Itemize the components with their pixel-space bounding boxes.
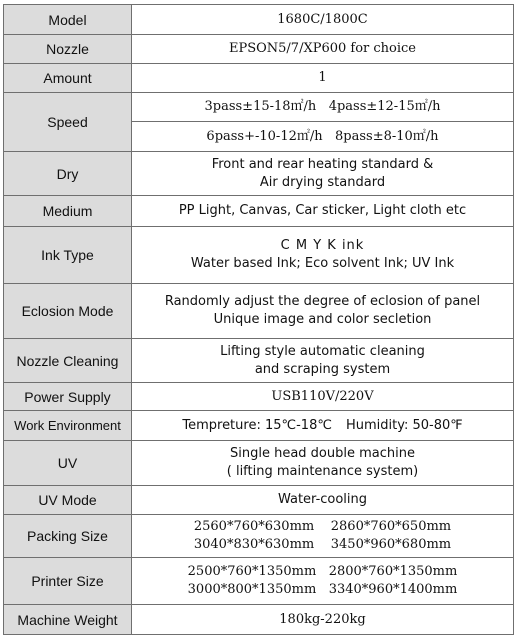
label-eclosion: Eclosion Mode xyxy=(4,284,132,339)
label-printer-size: Printer Size xyxy=(4,558,132,605)
value-uv-mode: Water-cooling xyxy=(132,486,514,515)
row-work-env xyxy=(4,411,514,441)
value-packing-size-line1: 2560*760*630mm 2860*760*650mm xyxy=(193,519,452,534)
label-machine-weight: Machine Weight xyxy=(4,605,132,635)
row-medium xyxy=(4,196,514,227)
value-machine-weight: 180kg-220kg xyxy=(132,605,514,635)
label-work-env: Work Environment xyxy=(4,411,132,441)
value-ink-type-line1: C M Y K ink xyxy=(280,238,365,253)
label-dry: Dry xyxy=(4,152,132,196)
value-printer-size-line1: 2500*760*1350mm 2800*760*1350mm xyxy=(187,564,458,579)
row-power-supply xyxy=(4,383,514,411)
value-nozzle: EPSON5/7/XP600 for choice xyxy=(132,35,514,64)
value-amount: 1 xyxy=(132,64,514,93)
value-work-env-humidity: Humidity: 50-80℉ xyxy=(345,417,463,433)
label-model: Model xyxy=(4,5,132,35)
value-ink-type-line2: Water based Ink; Eco solvent Ink; UV Ink xyxy=(190,256,455,271)
value-nozzle-cleaning-line2: and scraping system xyxy=(254,361,391,377)
row-eclosion xyxy=(4,284,514,339)
value-printer-size xyxy=(132,558,514,605)
value-packing-size-line2: 3040*830*630mm 3450*960*680mm xyxy=(193,537,452,552)
value-printer-size-line2: 3000*800*1350mm 3340*960*1400mm xyxy=(187,582,458,597)
label-uv-mode: UV Mode xyxy=(4,486,132,515)
row-uv xyxy=(4,441,514,486)
value-dry xyxy=(132,152,514,196)
label-amount: Amount xyxy=(4,64,132,93)
row-uv-mode xyxy=(4,486,514,515)
value-model: 1680C/1800C xyxy=(132,5,514,35)
label-nozzle-cleaning: Nozzle Cleaning xyxy=(4,339,132,383)
row-packing-size xyxy=(4,515,514,558)
label-speed: Speed xyxy=(4,93,132,152)
value-nozzle-cleaning-line1: Lifting style automatic cleaning xyxy=(220,343,425,359)
label-uv: UV xyxy=(4,441,132,486)
value-uv xyxy=(132,441,514,486)
value-eclosion-line2: Unique image and color secletion xyxy=(213,312,432,327)
value-dry-line1: Front and rear heating standard & xyxy=(211,156,434,172)
value-power-supply: USB110V/220V xyxy=(132,383,514,411)
value-work-env xyxy=(132,411,514,441)
row-model xyxy=(4,5,514,35)
value-speed-line2: 6pass+-10-12㎡/h 8pass±8-10㎡/h xyxy=(132,122,514,152)
row-machine-weight xyxy=(4,605,514,635)
value-dry-line2: Air drying standard xyxy=(259,174,386,190)
row-speed-1 xyxy=(4,93,514,122)
value-ink-type xyxy=(132,227,514,284)
value-speed-line1: 3pass±15-18㎡/h 4pass±12-15㎡/h xyxy=(132,93,514,122)
row-dry xyxy=(4,152,514,196)
row-ink-type xyxy=(4,227,514,284)
row-amount xyxy=(4,64,514,93)
value-packing-size xyxy=(132,515,514,558)
label-power-supply: Power Supply xyxy=(4,383,132,411)
spec-table xyxy=(3,4,514,635)
value-uv-line1: Single head double machine xyxy=(230,446,415,461)
label-ink-type: Ink Type xyxy=(4,227,132,284)
row-nozzle-cleaning xyxy=(4,339,514,383)
value-medium: PP Light, Canvas, Car sticker, Light cloth etc xyxy=(132,196,514,227)
value-eclosion-line1: Randomly adjust the degree of eclosion of panel xyxy=(164,294,481,309)
row-printer-size xyxy=(4,558,514,605)
label-packing-size: Packing Size xyxy=(4,515,132,558)
label-nozzle: Nozzle xyxy=(4,35,132,64)
value-uv-line2: ( lifting maintenance system) xyxy=(226,464,419,479)
label-medium: Medium xyxy=(4,196,132,227)
row-nozzle xyxy=(4,35,514,64)
value-work-env-temp: Tempreture: 15℃-18℃ xyxy=(182,417,332,433)
value-nozzle-cleaning xyxy=(132,339,514,383)
value-eclosion xyxy=(132,284,514,339)
